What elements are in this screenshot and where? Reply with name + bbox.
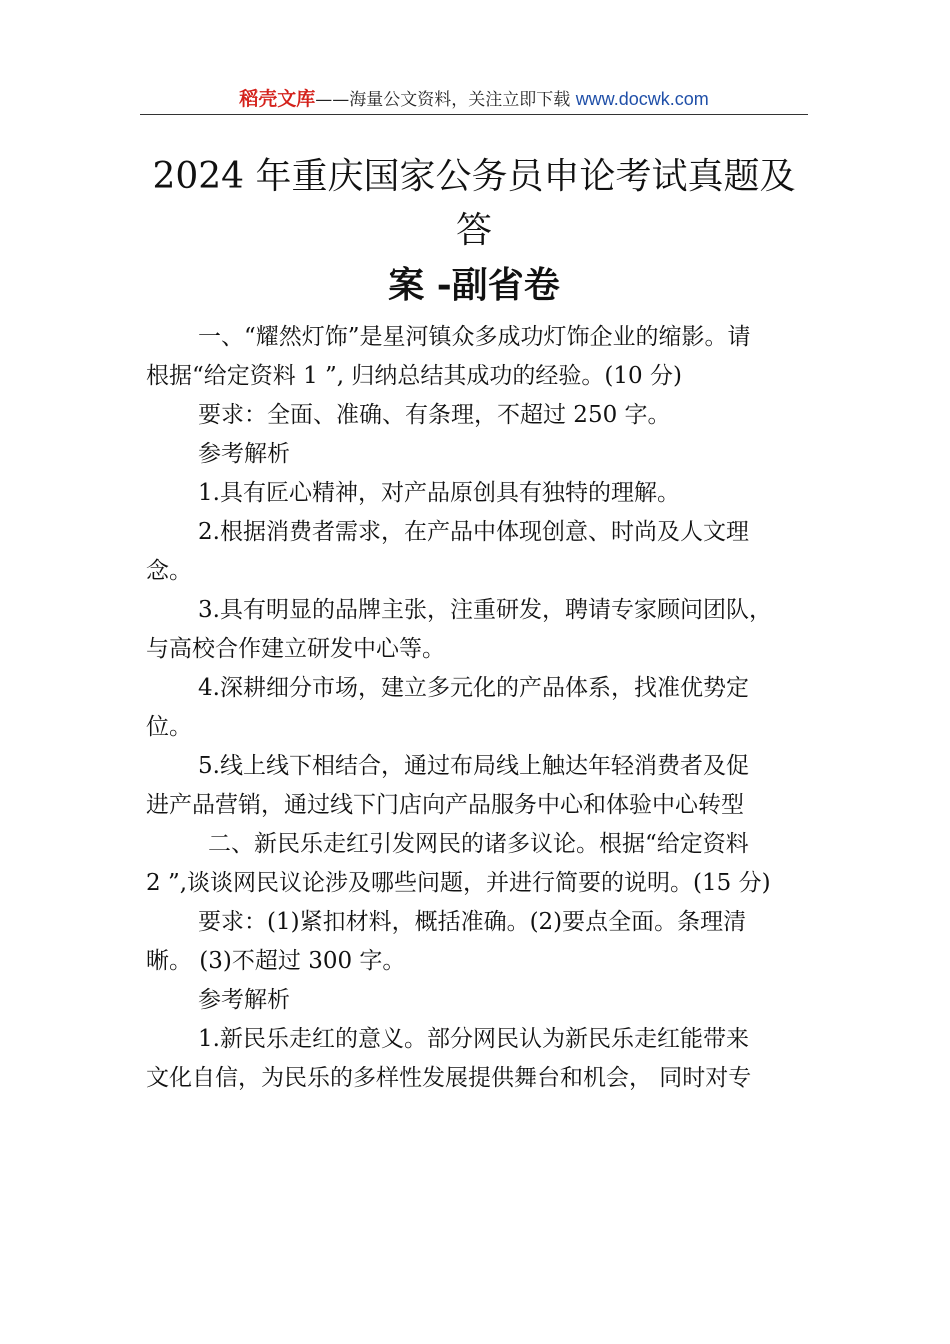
- site-link[interactable]: www.docwk.com: [575, 89, 709, 109]
- answer-5-line-1: 5.线上线下相结合，通过布局线上触达年轻消费者及促: [198, 753, 749, 779]
- answer-1: 1.具有匠心精神，对产品原创具有独特的理解。: [198, 480, 680, 506]
- answer-2-1: [146, 1020, 808, 1098]
- question-2: [146, 825, 808, 903]
- answer-5-line-2: 进产品营销，通过线下门店向产品服务中心和体验中心转型: [146, 792, 744, 818]
- answer-5: [146, 747, 808, 825]
- question-1-line-2: 根据“给定资料 1 ”, 归纳总结其成功的经验。(10 分): [146, 363, 682, 389]
- answer-2-line-2: 念。: [146, 558, 192, 584]
- question-2-line-1: 二、新民乐走红引发网民的诸多议论。根据“给定资料: [208, 831, 749, 857]
- question-2-requirement: [146, 903, 808, 981]
- document-title: [140, 150, 808, 313]
- answer-4-line-2: 位。: [146, 714, 192, 740]
- header-divider: [140, 114, 808, 115]
- question-2-requirement-line-1: 要求：(1)紧扣材料，概括准确。(2)要点全面。条理清: [198, 909, 747, 935]
- answer-3-line-1: 3.具有明显的品牌主张，注重研发，聘请专家顾问团队，: [198, 597, 772, 623]
- question-1-requirement: 要求：全面、准确、有条理，不超过 250 字。: [198, 402, 671, 428]
- document-body: [146, 318, 808, 1098]
- answer-4-line-1: 4.深耕细分市场，建立多元化的产品体系，找准优势定: [198, 675, 749, 701]
- question-2-reference-heading: 参考解析: [198, 987, 290, 1013]
- page-header: [140, 84, 808, 111]
- answer-3: [146, 591, 808, 669]
- answer-4: [146, 669, 808, 747]
- title-line-1: 2024 年重庆国家公务员申论考试真题及答: [152, 156, 796, 251]
- answer-2-1-line-1: 1.新民乐走红的意义。部分网民认为新民乐走红能带来: [198, 1026, 749, 1052]
- question-1: [146, 318, 808, 396]
- answer-2-1-line-2: 文化自信，为民乐的多样性发展提供舞台和机会， 同时对专: [146, 1065, 752, 1091]
- question-1-reference-heading: 参考解析: [198, 441, 290, 467]
- question-1-line-1: 一、“耀然灯饰”是星河镇众多成功灯饰企业的缩影。请: [198, 324, 751, 350]
- header-slogan: ——海量公文资料，关注立即下载: [315, 90, 571, 110]
- question-2-requirement-line-2: 晰。 (3)不超过 300 字。: [146, 948, 406, 974]
- brand-logo: 稻壳文库: [239, 88, 316, 110]
- answer-3-line-2: 与高校合作建立研发中心等。: [146, 636, 445, 662]
- answer-2: [146, 513, 808, 591]
- question-2-line-2: 2 ”,谈谈网民议论涉及哪些问题，并进行简要的说明。(15 分): [146, 870, 771, 896]
- answer-2-line-1: 2.根据消费者需求，在产品中体现创意、时尚及人文理: [198, 519, 749, 545]
- title-line-2: 案 -副省卷: [388, 264, 560, 306]
